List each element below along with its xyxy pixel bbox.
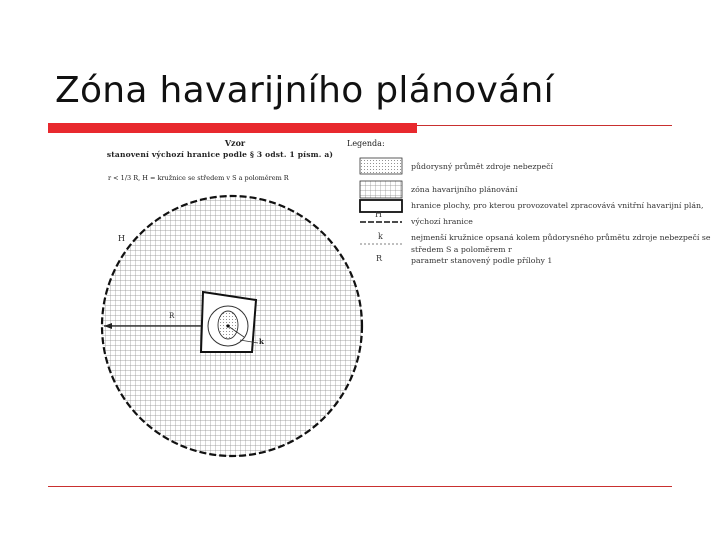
legend-symbol-zone [360, 181, 402, 198]
legend-title: Legenda: [347, 139, 385, 148]
legend-item-circle-k-cont: středem S a poloměrem r [411, 245, 512, 254]
legend-item-zone: zóna havarijního plánování [411, 185, 518, 194]
figure-formula: r < 1/3 R, H = kružnice se středem v S a poloměrem R [108, 174, 289, 182]
legend-symbol-r: R [376, 254, 383, 263]
label-h: H [118, 234, 125, 243]
legend-item-circle-k: nejmenší kružnice opsaná kolem půdorysného průmětu zdroje nebezpečí se [411, 233, 711, 242]
legend-symbol-k: k [378, 232, 383, 241]
legend-symbol-source [360, 158, 402, 174]
legend-item-source: půdorysný průmět zdroje nebezpečí [411, 162, 553, 171]
center-s [226, 324, 229, 327]
slide-title: Zóna havarijního plánování [55, 70, 554, 111]
figure-subtitle: stanovení výchozí hranice podle § 3 odst. 1 písm. a) [106, 150, 334, 159]
legend-item-operator-boundary: hranice plochy, pro kterou provozovatel zpracovává vnitřní havarijní plán, [411, 201, 704, 210]
legend-symbol-h: H [375, 210, 382, 219]
legend-item-parameter-r: parametr stanovený podle přílohy 1 [411, 256, 553, 265]
legend-item-initial-boundary: výchozí hranice [411, 217, 473, 226]
label-r-big: R [169, 312, 175, 320]
figure-title: Vzor [224, 138, 246, 148]
label-k: k [259, 337, 264, 346]
